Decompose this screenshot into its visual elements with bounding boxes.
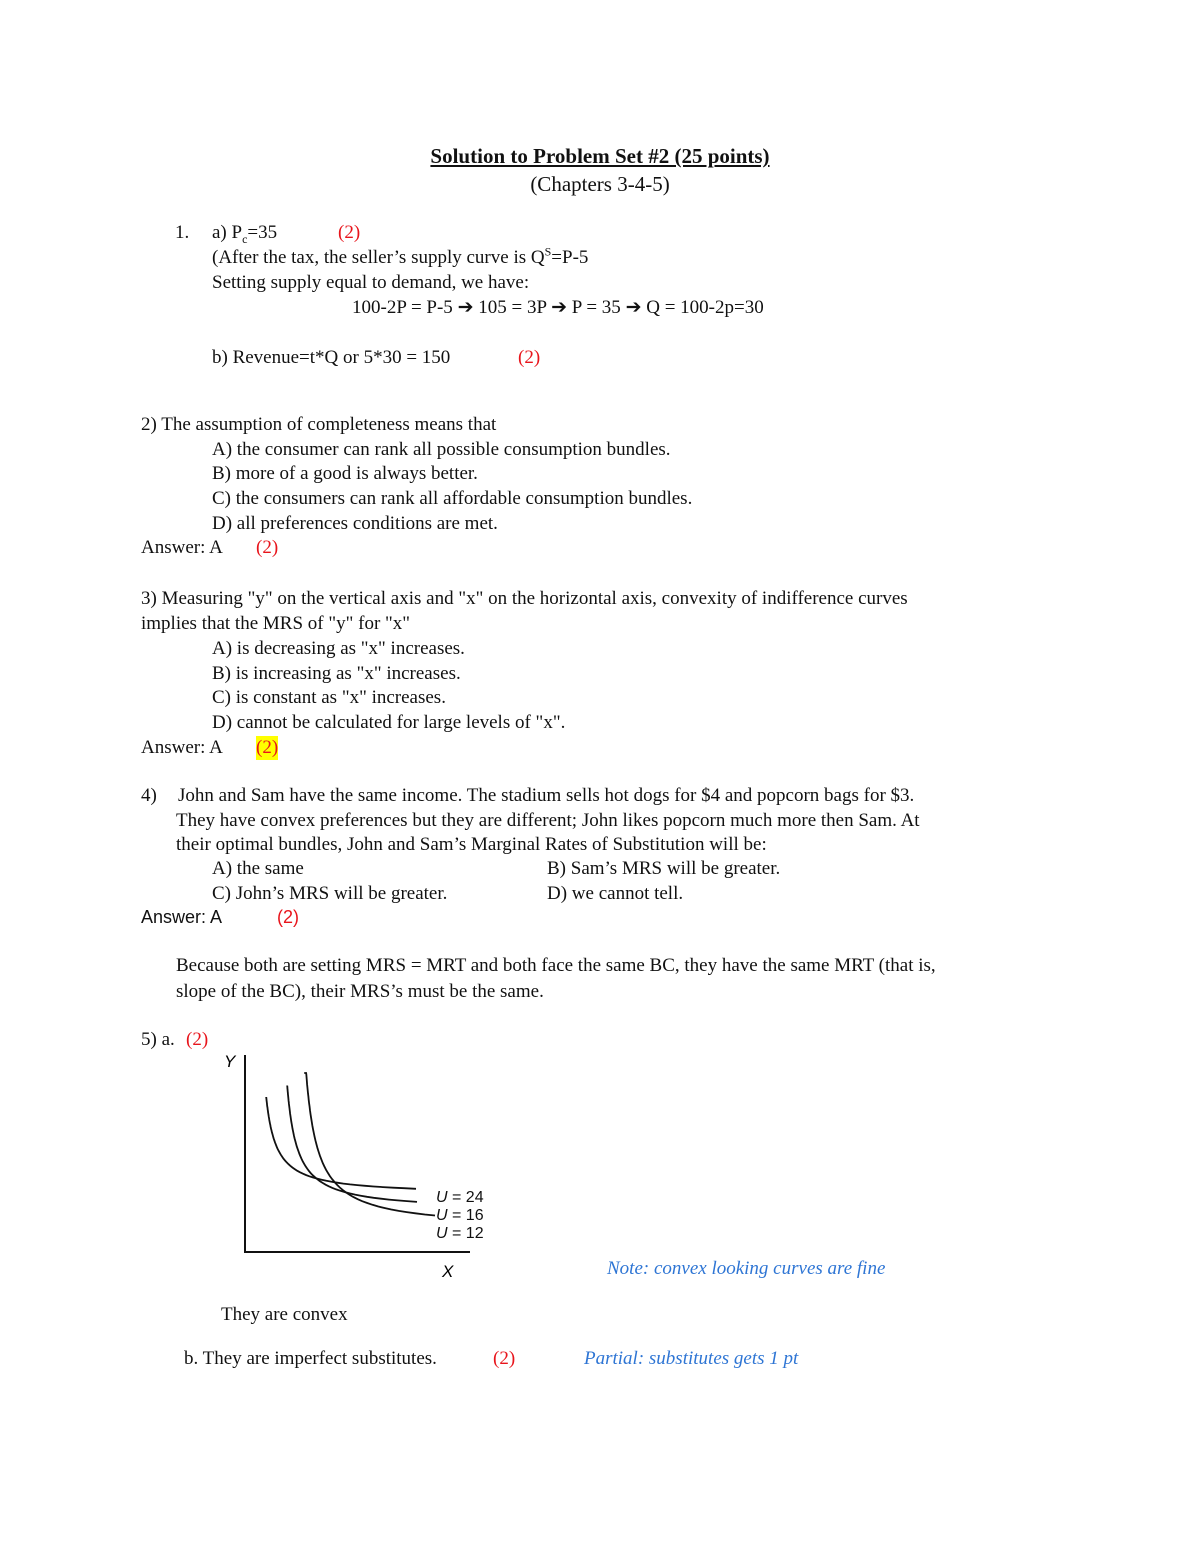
q4-line2: They have convex preferences but they are different; John likes popcorn much more then Sam. At xyxy=(176,810,920,831)
q4-points: (2) xyxy=(277,907,299,927)
curve-label: U = 12 xyxy=(436,1225,484,1242)
q4-option-b: B) Sam’s MRS will be greater. xyxy=(547,858,781,879)
q4-option-d: D) we cannot tell. xyxy=(547,883,684,904)
q3-option-c: C) is constant as "x" increases. xyxy=(212,687,446,708)
curves-layer xyxy=(266,1073,483,1242)
arrow-icon: ➔ xyxy=(625,297,642,318)
q3-option-b: B) is increasing as "x" increases. xyxy=(212,663,461,684)
q4-answer: Answer: A xyxy=(141,907,223,927)
q4-line3: their optimal bundles, John and Sam’s Marginal Rates of Substitution will be: xyxy=(176,834,767,855)
q1-tax-sup: S xyxy=(544,244,552,259)
q2-option-b: B) more of a good is always better. xyxy=(212,463,478,484)
q2-question: 2) The assumption of completeness means that xyxy=(141,414,497,435)
q1a-points: (2) xyxy=(338,222,361,243)
eq-part-3: P = 35 xyxy=(571,297,621,318)
q3-points-highlight: (2) xyxy=(256,737,279,758)
page-title: Solution to Problem Set #2 (25 points) xyxy=(430,144,770,168)
q4-number: 4) xyxy=(141,785,157,806)
arrow-icon: ➔ xyxy=(457,297,474,318)
q1b-answer: b) Revenue=t*Q or 5*30 = 150 xyxy=(212,347,451,368)
q4-line1: John and Sam have the same income. The stadium sells hot dogs for $4 and popcorn bags for $3. xyxy=(178,785,915,806)
q5a-points: (2) xyxy=(186,1029,209,1050)
x-axis-label: X xyxy=(442,1262,454,1281)
q2-option-d: D) all preferences conditions are met. xyxy=(212,513,498,534)
q5b-partial-credit: Partial: substitutes gets 1 pt xyxy=(584,1348,799,1369)
q1-number: 1. xyxy=(175,222,190,243)
q3-answer: Answer: A xyxy=(141,737,223,758)
q1a-value: =35 xyxy=(247,222,278,243)
q1-tax-line xyxy=(212,246,588,270)
q5b-answer: b. They are imperfect substitutes. xyxy=(184,1348,437,1369)
q5-convex-text: They are convex xyxy=(221,1304,348,1325)
q5-note: Note: convex looking curves are fine xyxy=(607,1258,886,1279)
curve-label: U = 24 xyxy=(436,1189,484,1206)
y-axis-label: Y xyxy=(224,1052,236,1071)
page-subtitle: (Chapters 3-4-5) xyxy=(530,172,670,196)
q2-option-c: C) the consumers can rank all affordable consumption bundles. xyxy=(212,488,693,509)
q1a-sub: c xyxy=(242,231,248,246)
curve-label: U = 16 xyxy=(436,1207,484,1224)
q3-option-d: D) cannot be calculated for large levels of "x". xyxy=(212,712,566,733)
q5b-points: (2) xyxy=(493,1348,516,1369)
q3-question-line2: implies that the MRS of "y" for "x" xyxy=(141,613,411,634)
indifference-curves-chart xyxy=(210,1045,510,1285)
q1-setting-line: Setting supply equal to demand, we have: xyxy=(212,272,530,293)
q4-option-a: A) the same xyxy=(212,858,304,879)
q5a-label: 5) a. xyxy=(141,1029,175,1050)
q2-option-a: A) the consumer can rank all possible consumption bundles. xyxy=(212,439,671,460)
eq-part-1: 100-2P = P-5 xyxy=(352,297,453,318)
arrow-icon: ➔ xyxy=(551,297,567,318)
q4-option-c: C) John’s MRS will be greater. xyxy=(212,883,448,904)
q4-explain-line1: Because both are setting MRS = MRT and both face the same BC, they have the same MRT (that is, xyxy=(176,955,936,976)
eq-part-2: 105 = 3P xyxy=(478,297,547,318)
indifference-curve xyxy=(266,1097,416,1189)
q1a-prefix: a) P xyxy=(212,222,243,243)
q3-option-a: A) is decreasing as "x" increases. xyxy=(212,638,465,659)
q4-explain-line2: slope of the BC), their MRS’s must be the same. xyxy=(176,981,544,1002)
eq-part-4: Q = 100-2p=30 xyxy=(646,297,764,318)
q1a-answer xyxy=(212,221,277,245)
q1-tax-prefix: (After the tax, the seller’s supply curve is Q xyxy=(212,247,545,268)
indifference-curve xyxy=(304,1073,435,1216)
q2-answer: Answer: A xyxy=(141,537,223,558)
q1-equation xyxy=(352,296,764,320)
q2-points: (2) xyxy=(256,537,279,558)
q3-question-line1: 3) Measuring "y" on the vertical axis and "x" on the horizontal axis, convexity of indifference curves xyxy=(141,588,908,609)
q1b-points: (2) xyxy=(518,347,541,368)
q1-tax-suffix: =P-5 xyxy=(551,247,589,268)
